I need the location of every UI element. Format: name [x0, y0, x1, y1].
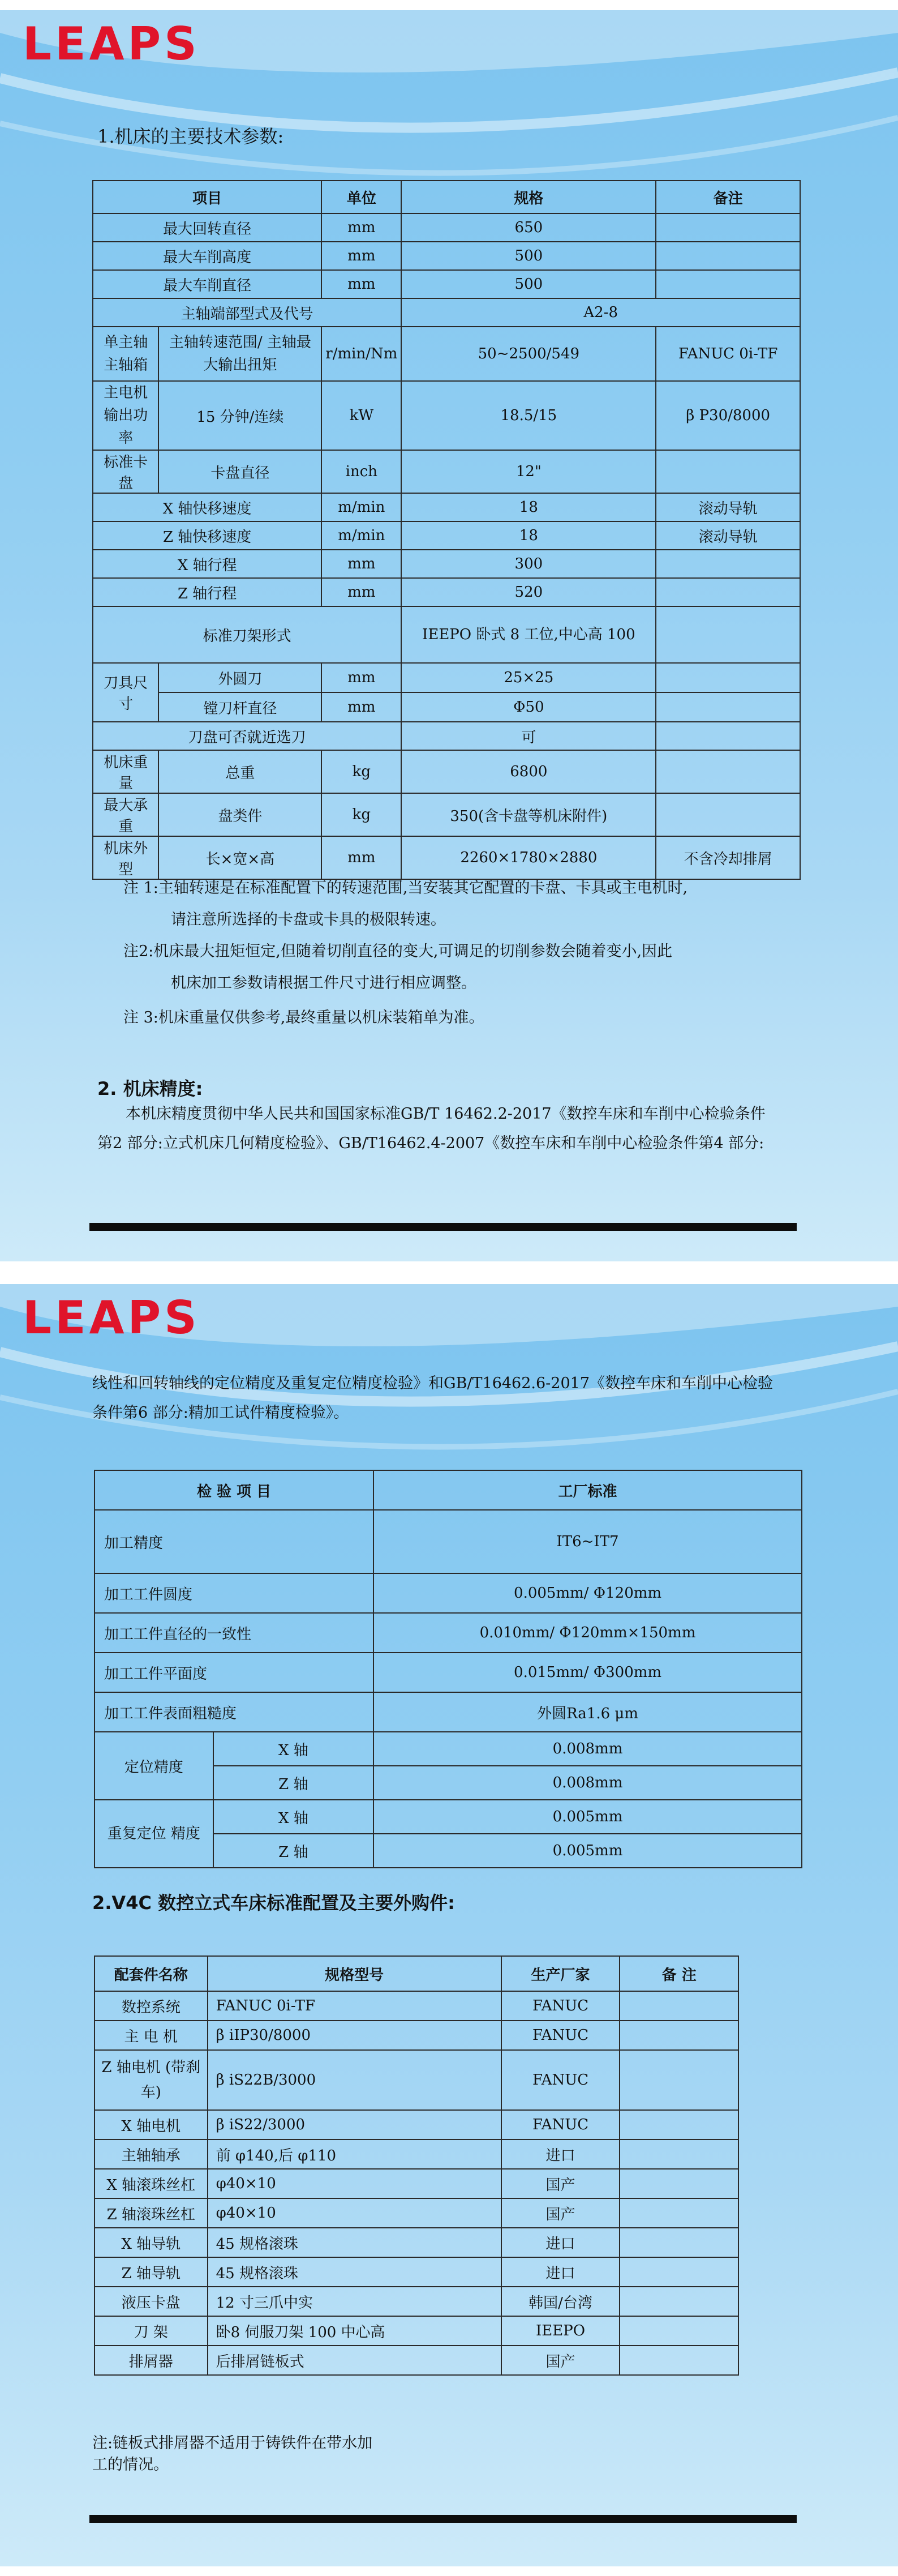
header-remark: 备注: [656, 181, 800, 213]
cell-item: Z 轴快移速度: [93, 521, 321, 550]
cell-item: X 轴快移速度: [93, 493, 321, 521]
cell-unit: m/min: [321, 493, 401, 521]
cell-model: β iS22B/3000: [208, 2050, 501, 2110]
table-row: [94, 2287, 738, 2316]
cell-remark: [620, 2169, 738, 2198]
cell-name: 数控系统: [94, 1991, 208, 2021]
table-row: [94, 1991, 738, 2021]
cell-unit: mm: [321, 663, 401, 692]
config-table: [94, 1955, 739, 2376]
cell-value: 0.015mm/ Φ300mm: [373, 1653, 802, 1692]
cell-item: 加工工件圆度: [94, 1573, 373, 1613]
cell-item: 加工工件平面度: [94, 1653, 373, 1692]
header-unit: 单位: [321, 181, 401, 213]
cell-item: 15 分钟/连续: [158, 381, 321, 450]
cell-remark: [620, 2139, 738, 2169]
cell-maker: FANUC: [501, 2110, 620, 2139]
cell-remark: [656, 793, 800, 836]
cell-remark: 滚动导轨: [656, 493, 800, 521]
cell-model: φ40×10: [208, 2198, 501, 2228]
footer-bar: [89, 2515, 797, 2523]
cell-name: Z 轴导轨: [94, 2257, 208, 2287]
cell-unit: m/min: [321, 521, 401, 550]
cell-remark: [656, 213, 800, 242]
cell-unit: mm: [321, 692, 401, 722]
cell-spec: 650: [401, 213, 656, 242]
cell-group: 最大承重: [93, 793, 158, 836]
leaps-logo: LEAPS: [23, 1291, 200, 1344]
footer-bar: [89, 1223, 797, 1231]
section-2-title: 2. 机床精度:: [97, 1078, 203, 1099]
note-1: 注 1:主轴转速是在标准配置下的转速范围,当安装其它配置的卡盘、卡具或主电机时,: [123, 879, 688, 897]
cell-item: 主轴端部型式及代号: [93, 298, 401, 327]
header-standard: 工厂标准: [373, 1470, 802, 1510]
cell-model: FANUC 0i-TF: [208, 1991, 501, 2021]
cell-name: 主 电 机: [94, 2021, 208, 2050]
cell-model: β iS22/3000: [208, 2110, 501, 2139]
table-row: [94, 1800, 802, 1834]
cell-remark: [620, 2287, 738, 2316]
cell-model: 后排屑链板式: [208, 2346, 501, 2375]
cell-model: 45 规格滚珠: [208, 2257, 501, 2287]
table-row: [93, 692, 800, 722]
table-row: [94, 1613, 802, 1653]
cell-name: 排屑器: [94, 2346, 208, 2375]
table-row: [94, 2021, 738, 2050]
cell-name: X 轴导轨: [94, 2228, 208, 2257]
cell-spec: 18: [401, 521, 656, 550]
table-row: [94, 1573, 802, 1613]
table-row: [93, 450, 800, 493]
cell-spec: 12": [401, 450, 656, 493]
cell-model: 45 规格滚珠: [208, 2228, 501, 2257]
cell-item: 加工工件表面粗糙度: [94, 1692, 373, 1732]
cell-unit: mm: [321, 578, 401, 606]
table-row: [94, 2139, 738, 2169]
table-row: [93, 270, 800, 298]
cell-group: 刀具尺寸: [93, 663, 158, 722]
cell-item: 卡盘直径: [158, 450, 321, 493]
table-row: [94, 2257, 738, 2287]
cell-unit: mm: [321, 836, 401, 879]
cell-axis: Z 轴: [213, 1766, 373, 1800]
cell-item: 最大车削直径: [93, 270, 321, 298]
cell-unit: mm: [321, 550, 401, 578]
cell-item: 镗刀杆直径: [158, 692, 321, 722]
cell-value: 0.008mm: [373, 1732, 802, 1766]
cell-item: 加工工件直径的一致性: [94, 1613, 373, 1653]
cell-item: 主轴转速范围/ 主轴最大输出扭矩: [158, 327, 321, 381]
cell-item: 加工精度: [94, 1510, 373, 1573]
spec-table: [92, 180, 801, 880]
header-item: 项目: [93, 181, 321, 213]
footnote-line-2: 工的情况。: [92, 2456, 169, 2474]
cell-unit: mm: [321, 213, 401, 242]
cell-maker: IEEPO: [501, 2316, 620, 2346]
cell-maker: 进口: [501, 2139, 620, 2169]
cell-spec: Φ50: [401, 692, 656, 722]
table-header-row: [93, 181, 800, 213]
cell-value: 外圆Ra1.6 μm: [373, 1692, 802, 1732]
cell-group: 标准卡盘: [93, 450, 158, 493]
cell-axis: X 轴: [213, 1732, 373, 1766]
header-spec: 规格: [401, 181, 656, 213]
cell-name: X 轴电机: [94, 2110, 208, 2139]
note-2-cont: 机床加工参数请根据工件尺寸进行相应调整。: [171, 974, 476, 992]
table-header-row: [94, 1956, 738, 1991]
cell-item: 长×宽×高: [158, 836, 321, 879]
cell-remark: [656, 722, 800, 750]
cell-item: 外圆刀: [158, 663, 321, 692]
cell-spec: 520: [401, 578, 656, 606]
cell-remark: [656, 663, 800, 692]
cell-remark: [620, 2316, 738, 2346]
cell-name: 主轴轴承: [94, 2139, 208, 2169]
cell-remark: [656, 578, 800, 606]
page-2: [0, 1284, 898, 2566]
cell-maker: 国产: [501, 2346, 620, 2375]
cell-model: 前 φ140,后 φ110: [208, 2139, 501, 2169]
cell-spec: 50~2500/549: [401, 327, 656, 381]
cell-maker: FANUC: [501, 2050, 620, 2110]
cell-maker: 韩国/台湾: [501, 2287, 620, 2316]
footnote-line-1: 注:链板式排屑器不适用于铸铁件在带水加: [92, 2434, 373, 2452]
table-row: [93, 298, 800, 327]
cell-model: 12 寸三爪中实: [208, 2287, 501, 2316]
cell-remark: [656, 270, 800, 298]
cell-unit: inch: [321, 450, 401, 493]
cell-remark: [620, 2198, 738, 2228]
cell-spec: 500: [401, 242, 656, 270]
cell-unit: kg: [321, 793, 401, 836]
header-model: 规格型号: [208, 1956, 501, 1991]
cell-unit: kW: [321, 381, 401, 450]
cell-item: X 轴行程: [93, 550, 321, 578]
cell-remark: [620, 2346, 738, 2375]
table-row: [94, 1692, 802, 1732]
table-row: [93, 550, 800, 578]
cell-spec: 300: [401, 550, 656, 578]
table-row: [94, 1653, 802, 1692]
cell-item: 标准刀架形式: [93, 606, 401, 663]
table-row: [93, 606, 800, 663]
cell-group: 重复定位 精度: [94, 1800, 213, 1868]
cell-item: 刀盘可否就近选刀: [93, 722, 401, 750]
cell-remark: [620, 2110, 738, 2139]
cell-item: 盘类件: [158, 793, 321, 836]
cell-remark: [656, 242, 800, 270]
table-row: [93, 213, 800, 242]
cell-model: 卧8 伺服刀架 100 中心高: [208, 2316, 501, 2346]
table-row: [94, 2228, 738, 2257]
table-row: [93, 521, 800, 550]
cell-name: Z 轴滚珠丝杠: [94, 2198, 208, 2228]
cell-remark: [656, 606, 800, 663]
cell-group: 定位精度: [94, 1732, 213, 1800]
note-3: 注 3:机床重量仅供参考,最终重量以机床装箱单为准。: [123, 1009, 484, 1026]
cell-spec: 350(含卡盘等机床附件): [401, 793, 656, 836]
cell-remark: [620, 1991, 738, 2021]
cell-group: 机床外型: [93, 836, 158, 879]
cell-remark: [656, 750, 800, 793]
intro-line-1: 线性和回转轴线的定位精度及重复定位精度检验》和GB/T16462.6-2017《数控车床和车削中心检验: [92, 1375, 774, 1392]
cell-axis: X 轴: [213, 1800, 373, 1834]
note-1-cont: 请注意所选择的卡盘或卡具的极限转速。: [171, 911, 446, 928]
cell-unit: r/min/Nm: [321, 327, 401, 381]
cell-maker: 进口: [501, 2228, 620, 2257]
intro-line-2: 条件第6 部分:精加工试件精度检验》。: [92, 1404, 349, 1422]
table-row: [93, 493, 800, 521]
leaps-logo: LEAPS: [23, 18, 200, 70]
table-header-row: [94, 1470, 802, 1510]
cell-maker: FANUC: [501, 2021, 620, 2050]
config-section-title: 2.V4C 数控立式车床标准配置及主要外购件:: [92, 1892, 455, 1914]
cell-remark: [620, 2257, 738, 2287]
cell-value: 0.005mm/ Φ120mm: [373, 1573, 802, 1613]
cell-item: 最大车削高度: [93, 242, 321, 270]
cell-name: 刀 架: [94, 2316, 208, 2346]
cell-spec: 25×25: [401, 663, 656, 692]
table-row: [93, 750, 800, 793]
table-row: [93, 242, 800, 270]
cell-spec: IEEPO 卧式 8 工位,中心高 100: [401, 606, 656, 663]
table-row: [94, 2198, 738, 2228]
cell-spec: 500: [401, 270, 656, 298]
cell-group: 机床重量: [93, 750, 158, 793]
table-row: [94, 2316, 738, 2346]
table-row: [94, 1510, 802, 1573]
table-row: [94, 2169, 738, 2198]
cell-model: β iIP30/8000: [208, 2021, 501, 2050]
cell-maker: 国产: [501, 2198, 620, 2228]
cell-remark: [656, 550, 800, 578]
cell-spec: A2-8: [401, 298, 800, 327]
cell-name: X 轴滚珠丝杠: [94, 2169, 208, 2198]
section-2-para-line-2: 第2 部分:立式机床几何精度检验》、GB/T16462.4-2007《数控车床和车削中心检验条件第4 部分:: [97, 1135, 764, 1152]
cell-value: IT6~IT7: [373, 1510, 802, 1573]
cell-remark: [620, 2050, 738, 2110]
cell-maker: 国产: [501, 2169, 620, 2198]
cell-maker: FANUC: [501, 1991, 620, 2021]
table-row: [93, 663, 800, 692]
table-row: [94, 2110, 738, 2139]
table-row: [94, 2346, 738, 2375]
table-row: [93, 381, 800, 450]
accuracy-table: [94, 1470, 802, 1868]
cell-remark: [656, 450, 800, 493]
header-name: 配套件名称: [94, 1956, 208, 1991]
cell-item: 最大回转直径: [93, 213, 321, 242]
table-row: [94, 2050, 738, 2110]
cell-name: Z 轴电机 (带刹车): [94, 2050, 208, 2110]
cell-spec: 2260×1780×2880: [401, 836, 656, 879]
header-remark: 备 注: [620, 1956, 738, 1991]
cell-item: 总重: [158, 750, 321, 793]
cell-remark: [620, 2021, 738, 2050]
table-row: [93, 327, 800, 381]
cell-remark: 滚动导轨: [656, 521, 800, 550]
page-1: [0, 10, 898, 1261]
cell-spec: 6800: [401, 750, 656, 793]
cell-value: 0.005mm: [373, 1800, 802, 1834]
cell-value: 0.010mm/ Φ120mm×150mm: [373, 1613, 802, 1653]
cell-model: φ40×10: [208, 2169, 501, 2198]
cell-group: 主电机 输出功率: [93, 381, 158, 450]
table-row: [94, 1732, 802, 1766]
cell-remark: [656, 692, 800, 722]
cell-unit: kg: [321, 750, 401, 793]
section-1-title: 1.机床的主要技术参数:: [97, 126, 284, 147]
cell-remark: 不含冷却排屑: [656, 836, 800, 879]
table-row: [93, 578, 800, 606]
cell-value: 0.005mm: [373, 1834, 802, 1868]
note-2: 注2:机床最大扭矩恒定,但随着切削直径的变大,可调足的切削参数会随着变小,因此: [123, 943, 673, 960]
cell-name: 液压卡盘: [94, 2287, 208, 2316]
cell-remark: FANUC 0i-TF: [656, 327, 800, 381]
section-2-para-line-1: 本机床精度贯彻中华人民共和国国家标准GB/T 16462.2-2017《数控车床和车削中心检验条件: [126, 1105, 766, 1123]
cell-spec: 18.5/15: [401, 381, 656, 450]
table-row: [93, 793, 800, 836]
table-row: [93, 722, 800, 750]
header-item: 检 验 项 目: [94, 1470, 373, 1510]
cell-spec: 可: [401, 722, 656, 750]
cell-unit: mm: [321, 270, 401, 298]
cell-spec: 18: [401, 493, 656, 521]
cell-remark: β P30/8000: [656, 381, 800, 450]
cell-axis: Z 轴: [213, 1834, 373, 1868]
cell-unit: mm: [321, 242, 401, 270]
cell-value: 0.008mm: [373, 1766, 802, 1800]
cell-group: 单主轴 主轴箱: [93, 327, 158, 381]
cell-item: Z 轴行程: [93, 578, 321, 606]
header-maker: 生产厂家: [501, 1956, 620, 1991]
cell-remark: [620, 2228, 738, 2257]
cell-maker: 进口: [501, 2257, 620, 2287]
